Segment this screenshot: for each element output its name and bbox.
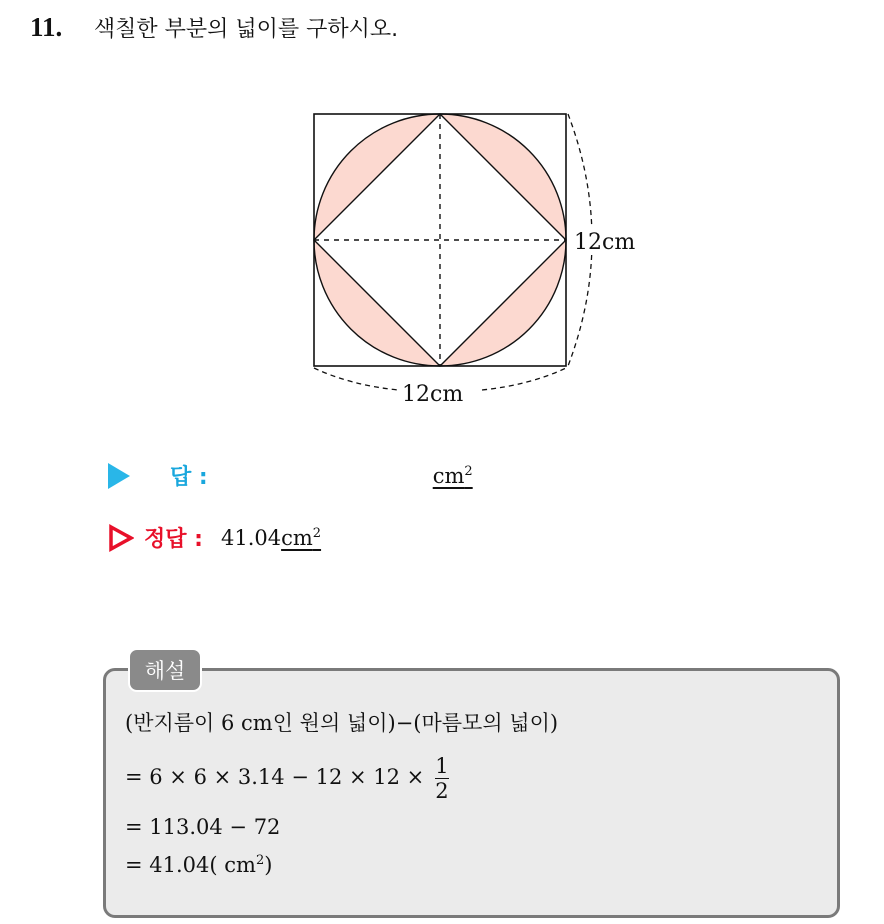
side-label: 12cm <box>574 230 636 255</box>
answer-label: 답 : <box>170 465 208 490</box>
solution-line-4: = 41.04( $cm^2$) <box>125 853 273 877</box>
correct-answer-row <box>108 522 321 553</box>
outline-arrow-icon <box>108 524 134 552</box>
bottom-dimension-arc-right <box>482 368 566 390</box>
correct-answer-unit: $cm^2$ <box>281 525 322 550</box>
solution-line-3: = 113.04 − 72 <box>125 815 281 839</box>
correct-answer-label: 정답 : <box>144 527 203 552</box>
question-text: 색칠한 부분의 넓이를 구하시오. <box>93 17 399 42</box>
bottom-dimension-arc-left <box>314 368 398 390</box>
bottom-label: 12cm <box>402 382 464 407</box>
solution-line-2: = 6 × 6 × 3.14 − 12 × 12 × $\frac{1}{2}$ <box>125 754 449 803</box>
play-arrow-icon <box>108 463 130 489</box>
answer-unit: $cm^2$ <box>432 463 473 488</box>
geometry-figure <box>300 100 680 420</box>
correct-answer-value: 41.04 <box>220 525 282 550</box>
question-number: 11. <box>30 12 63 42</box>
solution-line-1: (반지름이 6 cm인 원의 넓이)−(마름모의 넓이) <box>125 711 559 735</box>
question-header <box>30 12 398 43</box>
solution-tag: 해설 <box>128 648 202 692</box>
answer-row <box>108 460 473 491</box>
fraction-one-half: $\frac{1}{2}$ <box>435 754 449 803</box>
